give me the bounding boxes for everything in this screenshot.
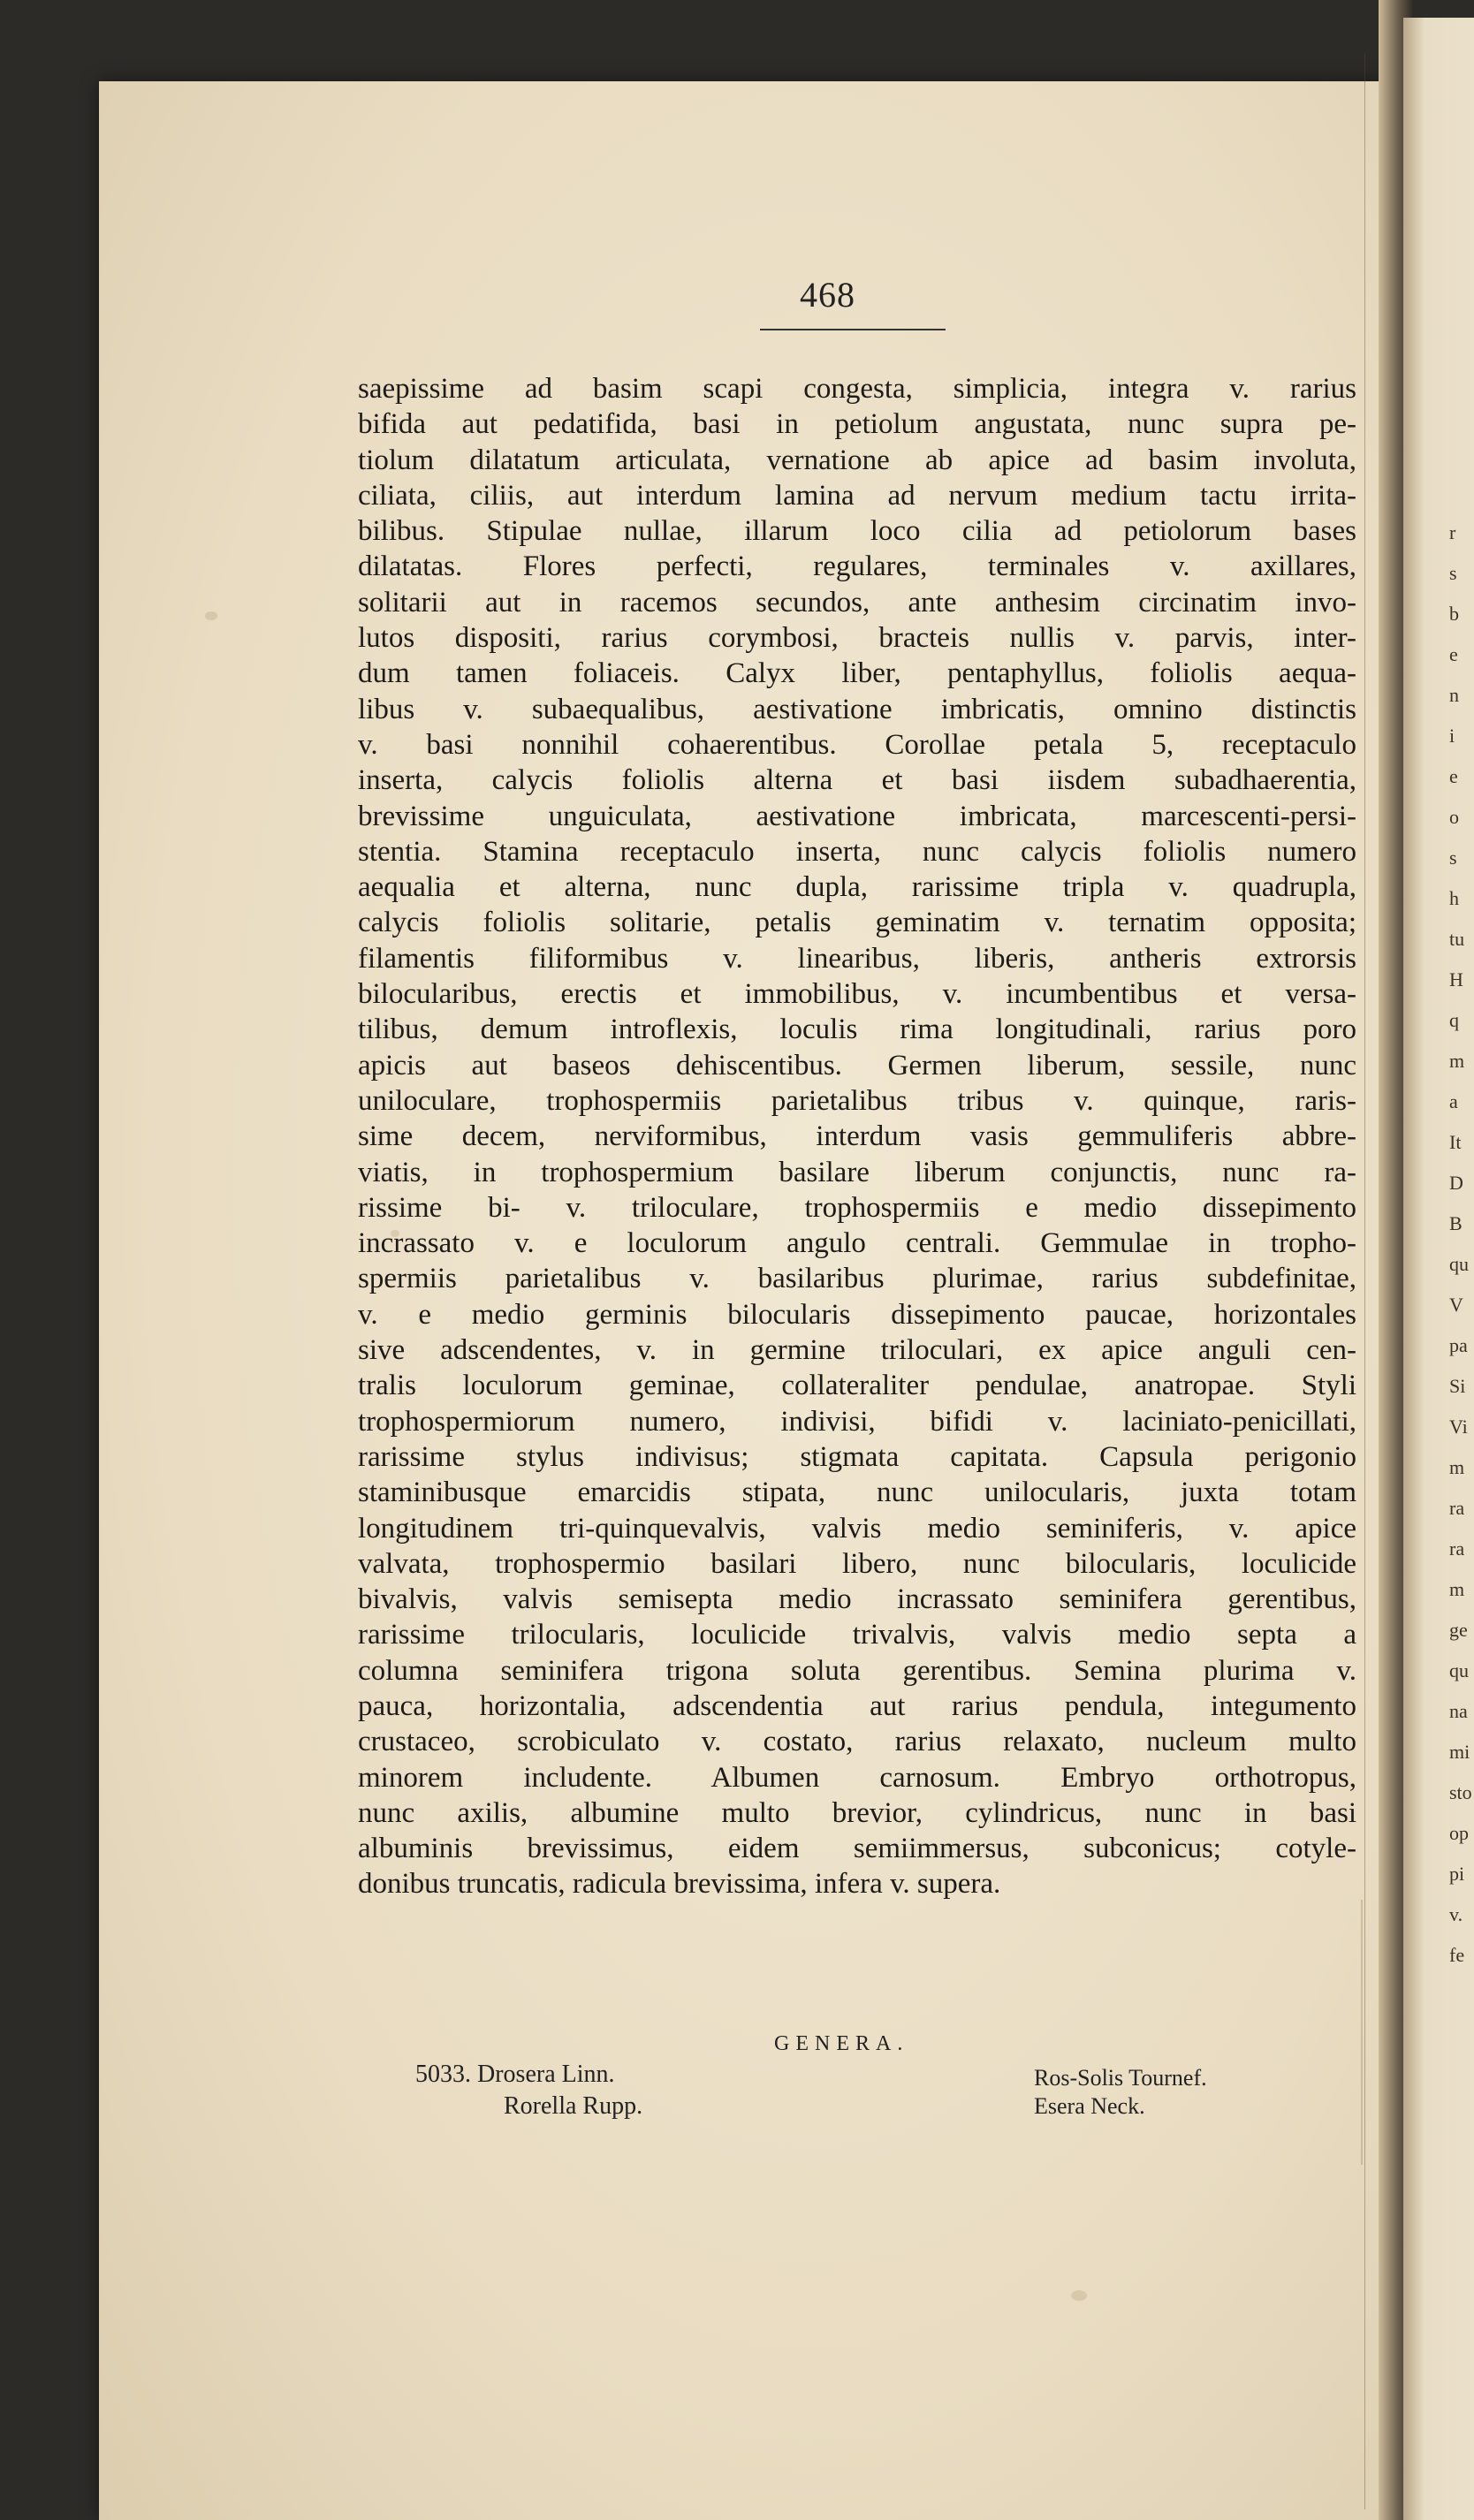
text-line: inserta, calycis foliolis alterna et basi iisdem subadhaerentia, [358,764,1356,797]
page-fold [1364,53,1365,2509]
facing-page-fragment: a [1449,1090,1458,1112]
facing-page-fragment: s [1449,562,1457,584]
facing-page-fragment: H [1449,968,1463,991]
facing-page-fragment: v. [1449,1903,1463,1925]
text-line: tiolum dilatatum articulata, vernatione ab apice ad basim involuta, [358,444,1356,476]
facing-page-fragment: b [1449,603,1459,625]
text-line: dilatatas. Flores perfecti, regulares, terminales v. axillares, [358,550,1356,583]
facing-page-fragment: ge [1449,1619,1468,1641]
facing-page-fragment: m [1449,1050,1465,1072]
text-line: incrassato v. e loculorum angulo centrali. Gemmulae in tropho- [358,1227,1356,1260]
facing-page-fragment: r [1449,521,1456,543]
facing-page-fragment: s [1449,846,1457,869]
text-line: spermiis parietalibus v. basilaribus plurimae, rarius subdefinitae, [358,1263,1356,1295]
facing-page-fragment: m [1449,1456,1465,1478]
facing-page-fragment: op [1449,1822,1469,1844]
facing-page-fragment: na [1449,1700,1468,1722]
text-line: lutos dispositi, rarius corymbosi, bracteis nullis v. parvis, inter- [358,622,1356,655]
header-rule [760,329,946,330]
text-line: bilibus. Stipulae nullae, illarum loco cilia ad petiolorum bases [358,515,1356,548]
text-line: staminibusque emarcidis stipata, nunc unilocularis, juxta totam [358,1476,1356,1509]
facing-page-fragment: q [1449,1009,1459,1031]
facing-page-fragment: mi [1449,1741,1470,1763]
paper-spot [1071,2290,1087,2301]
facing-page-fragment: m [1449,1578,1465,1600]
text-line: sime decem, nerviformibus, interdum vasis gemmuliferis abbre- [358,1120,1356,1153]
text-line: minorem includente. Albumen carnosum. Embryo orthotropus, [358,1761,1356,1794]
genus-synonym-rorella: Rorella Rupp. [504,2092,643,2120]
text-line: donibus truncatis, radicula brevissima, infera v. supera. [358,1868,1001,1901]
genus-entry-primary [415,2059,642,2122]
genus-synonym-esera: Esera Neck. [1034,2093,1145,2119]
facing-page-fragment: e [1449,643,1458,665]
genus-synonyms [1034,2064,1207,2121]
text-line: v. basi nonnihil cohaerentibus. Corollae petala 5, receptaculo [358,728,1356,761]
facing-page-fragment: Vi [1449,1416,1468,1438]
facing-page-fragment: h [1449,887,1459,909]
genus-drosera: 5033. Drosera Linn. [415,2061,615,2088]
text-line: valvata, trophospermio basilari libero, nunc bilocularis, loculicide [358,1547,1356,1580]
facing-page-fragment: D [1449,1172,1463,1194]
text-line: calycis foliolis solitarie, petalis geminatim v. ternatim opposita; [358,907,1356,939]
facing-page-fragment: i [1449,725,1455,747]
facing-page-fragment: B [1449,1212,1463,1234]
text-line: albuminis brevissimus, eidem semiimmersus, subconicus; cotyle- [358,1833,1356,1865]
text-line: rarissime trilocularis, loculicide trivalvis, valvis medio septa a [358,1619,1356,1651]
facing-page-fragment: n [1449,684,1459,706]
text-line: solitarii aut in racemos secundos, ante anthesim circinatim invo- [358,586,1356,619]
body-text [358,371,1356,1902]
facing-page-fragment: qu [1449,1659,1469,1681]
text-line: trophospermiorum numero, indivisi, bifidi v. laciniato-penicillati, [358,1405,1356,1438]
facing-page-fragment: V [1449,1294,1463,1316]
facing-page-fragment: Si [1449,1375,1466,1397]
facing-page-fragment: qu [1449,1253,1469,1275]
text-line: dum tamen foliaceis. Calyx liber, pentaphyllus, foliolis aequa- [358,657,1356,690]
text-line: nunc axilis, albumine multo brevior, cylindricus, nunc in basi [358,1796,1356,1829]
text-line: tralis loculorum geminae, collateraliter pendulae, anatropae. Styli [358,1370,1356,1402]
text-line: tilibus, demum introflexis, loculis rima longitudinali, rarius poro [358,1013,1356,1046]
text-line: uniloculare, trophospermiis parietalibus tribus v. quinque, raris- [358,1084,1356,1117]
facing-page-fragment: pa [1449,1334,1468,1356]
text-line: filamentis filiformibus v. linearibus, liberis, antheris extrorsis [358,942,1356,975]
genera-heading: GENERA. [774,2032,909,2055]
facing-page-fragment: It [1449,1131,1462,1153]
text-line: rissime bi- v. triloculare, trophospermiis e medio dissepimento [358,1191,1356,1224]
facing-page-edge [1403,18,1474,2520]
facing-page-fragment: pi [1449,1863,1465,1885]
page-number: 468 [800,275,855,315]
text-line: bifida aut pedatifida, basi in petiolum angustata, nunc supra pe- [358,408,1356,441]
text-line: columna seminifera trigona soluta gerentibus. Semina plurima v. [358,1654,1356,1687]
text-line: saepissime ad basim scapi congesta, simplicia, integra v. rarius [358,373,1356,405]
text-line: bilocularibus, erectis et immobilibus, v. incumbentibus et versa- [358,978,1356,1011]
text-line: v. e medio germinis bilocularis dissepimento paucae, horizontales [358,1298,1356,1331]
page-mark [1361,1900,1363,2165]
facing-page-fragment: tu [1449,928,1465,950]
text-line: pauca, horizontalia, adscendentia aut rarius pendula, integumento [358,1689,1356,1722]
text-line: brevissime unguiculata, aestivatione imbricata, marcescenti-persi- [358,800,1356,832]
text-line: aequalia et alterna, nunc dupla, rarissime tripla v. quadrupla, [358,871,1356,904]
text-line: rarissime stylus indivisus; stigmata capitata. Capsula perigonio [358,1440,1356,1473]
text-line: apicis aut baseos dehiscentibus. Germen liberum, sessile, nunc [358,1049,1356,1082]
facing-page-fragment: ra [1449,1537,1465,1560]
facing-page-fragment: sto [1449,1781,1472,1803]
text-line: longitudinem tri-quinquevalvis, valvis medio seminiferis, v. apice [358,1512,1356,1545]
facing-page-fragment: o [1449,806,1459,828]
text-line: libus v. subaequalibus, aestivatione imbricatis, omnino distinctis [358,693,1356,725]
facing-page-fragment: ra [1449,1497,1465,1519]
paper-spot [205,611,217,620]
text-line: viatis, in trophospermium basilare liberum conjunctis, nunc ra- [358,1156,1356,1188]
text-line: crustaceo, scrobiculato v. costato, rarius relaxato, nucleum multo [358,1726,1356,1758]
text-line: ciliata, ciliis, aut interdum lamina ad nervum medium tactu irrita- [358,479,1356,512]
genus-synonym-ros-solis: Ros-Solis Tournef. [1034,2065,1207,2091]
text-line: stentia. Stamina receptaculo inserta, nunc calycis foliolis numero [358,835,1356,868]
facing-page-fragment: e [1449,765,1458,787]
text-line: sive adscendentes, v. in germine triloculari, ex apice anguli cen- [358,1334,1356,1367]
facing-page-fragment: fe [1449,1944,1465,1966]
text-line: bivalvis, valvis semisepta medio incrassato seminifera gerentibus, [358,1583,1356,1616]
